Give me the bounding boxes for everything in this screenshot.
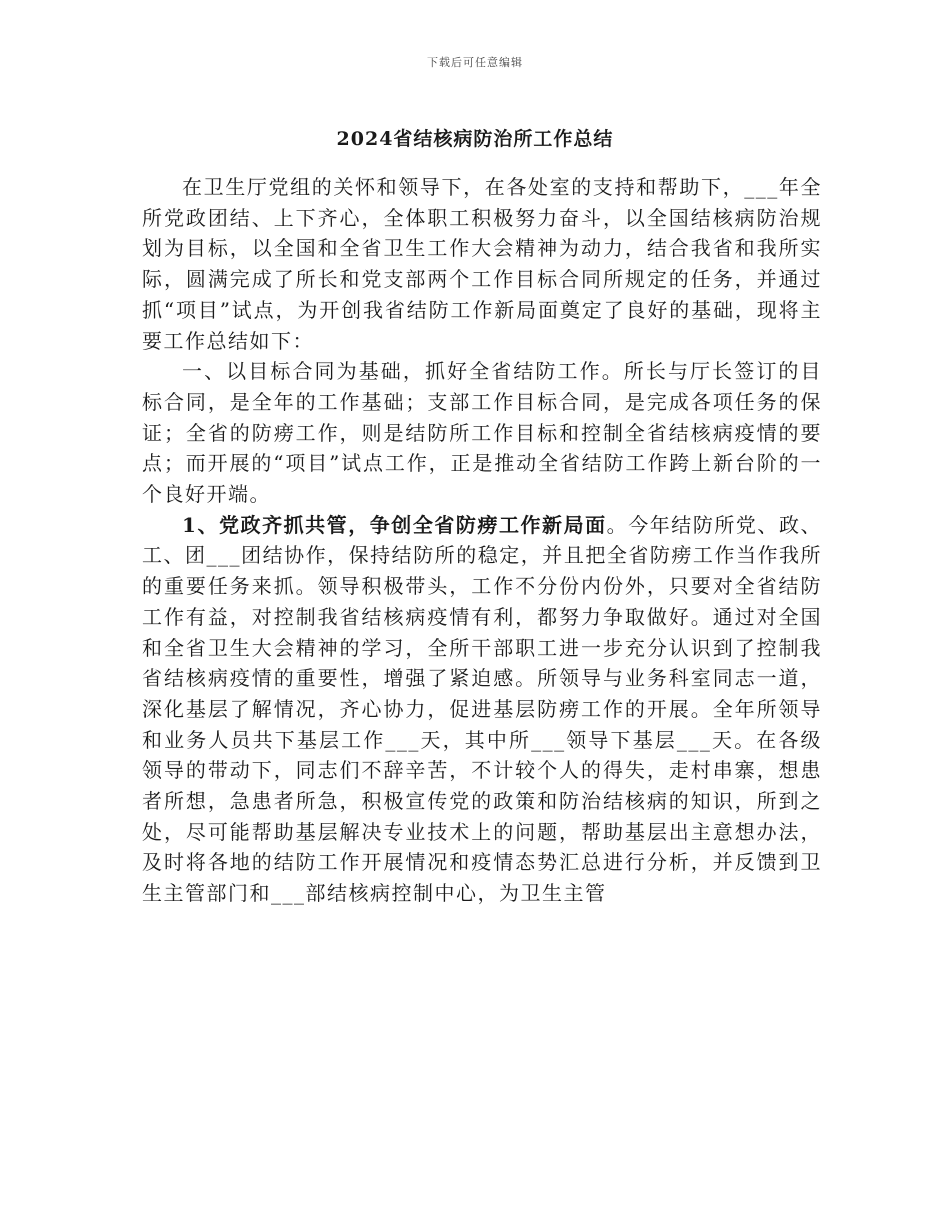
intro-paragraph: [142, 172, 822, 356]
subsection-one-heading: 1、党政齐抓共管，争创全省防痨工作新局面: [182, 512, 607, 537]
document-title: 2024省结核病防治所工作总结: [336, 128, 614, 150]
section-one-text: 一、以目标合同为基础，抓好全省结防工作。所长与厅长签订的目标合同，是全年的工作基础；支部工作目标合同，是完成各项任务的保证；全省的防痨工作，则是结防所工作目标和控制全省结核病疫情的要点；而开展的“项目”试点工作，正是推动全省结防工作跨上新台阶的一个良好开端。: [142, 359, 822, 507]
intro-paragraph-text: 在卫生厅党组的关怀和领导下，在各处室的支持和帮助下，___年全所党政团结、上下齐心，全体职工积极努力奋斗，以全国结核病防治规划为目标，以全国和全省卫生工作大会精神为动力，结合我省和我所实际，圆满完成了所长和党支部两个工作目标合同所规定的任务，并通过抓“项目”试点，为开创我省结防工作新局面奠定了良好的基础，现将主要工作总结如下：: [142, 175, 822, 353]
section-one-paragraph: [142, 356, 822, 510]
subsection-one-paragraph: [142, 510, 822, 909]
document-body: [142, 172, 822, 909]
header-note: 下载后可任意编辑: [427, 56, 523, 69]
subsection-one-text: 。今年结防所党、政、工、团___团结协作，保持结防所的稳定，并且把全省防痨工作当作我所的重要任务来抓。领导积极带头，工作不分份内份外，只要对全省结防工作有益，对控制我省结核病疫情有利，都努力争取做好。通过对全国和全省卫生大会精神的学习，全所干部职工进一步充分认识到了控制我省结核病疫情的重要性，增强了紧迫感。所领导与业务科室同志一道，深化基层了解情况，齐心协力，促进基层防痨工作的开展。全年所领导和业务人员共下基层工作___天，其中所___领导下基层___天。在各级领导的带动下，同志们不辞辛苦，不计较个人的得失，走村串寨，想患者所想，急患者所急，积极宣传党的政策和防治结核病的知识，所到之处，尽可能帮助基层解决专业技术上的问题，帮助基层出主意想办法，及时将各地的结防工作开展情况和疫情态势汇总进行分析，并反馈到卫生主管部门和___部结核病控制中心，为卫生主管: [142, 512, 823, 906]
